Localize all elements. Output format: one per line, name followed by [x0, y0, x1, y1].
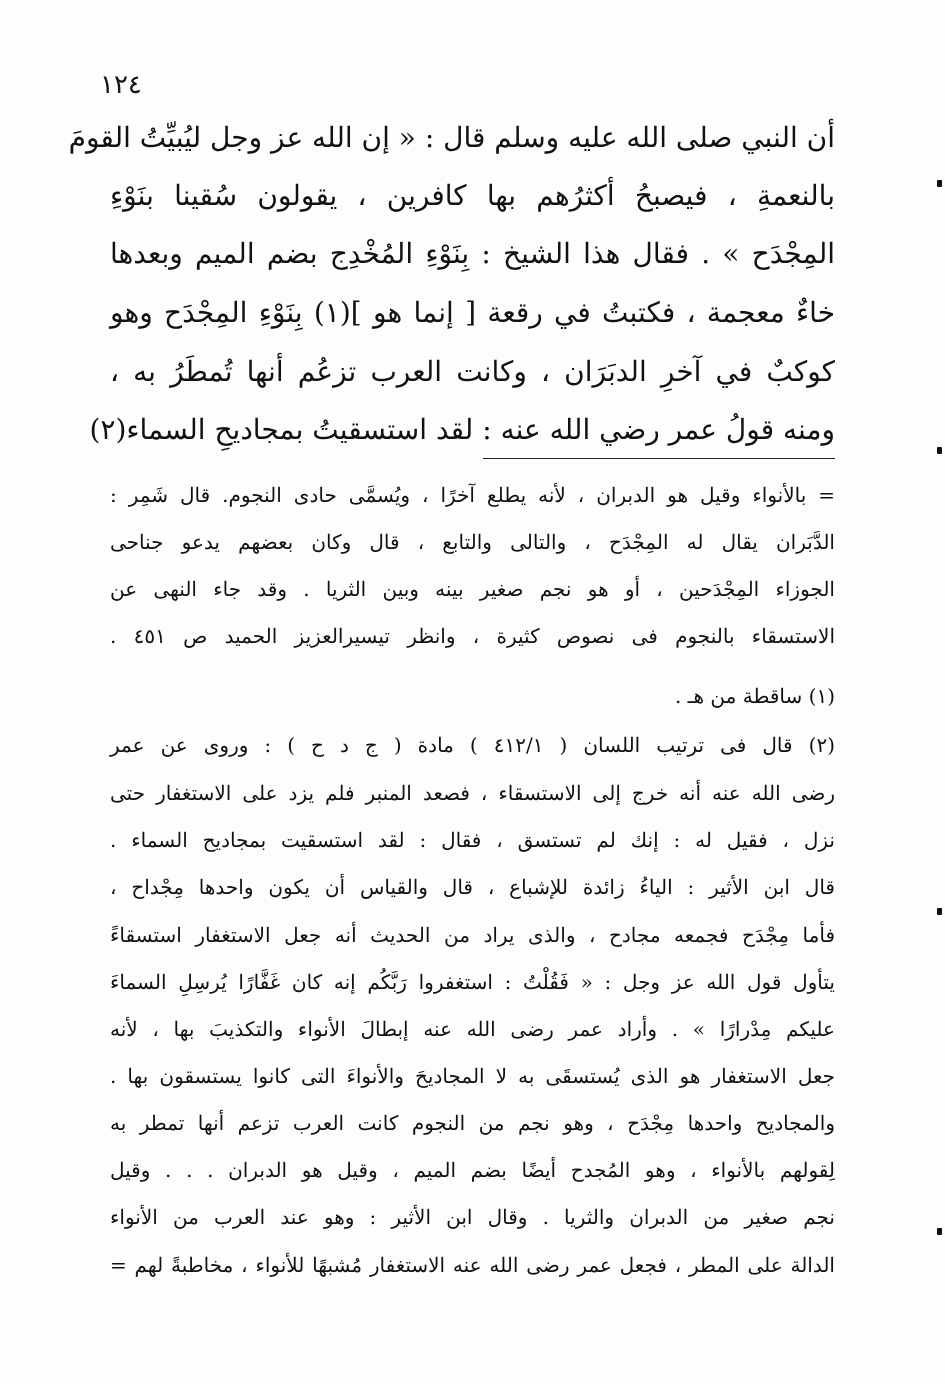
footnote-2-line: والمجاديح واحدها مِجْدَح ، وهو نجم من النجوم كانت العرب تزعم أنها تمطر به	[110, 1111, 835, 1135]
footnote-2-line: لِقولهم بالأنواء ، وهو المُجدح أيضًا بضم الميم ، وقيل هو الدبران . . . وقيل	[110, 1158, 835, 1182]
footnote-2-line: نجم صغير من الدبران والثريا . وقال ابن الأثير : وهو عند العرب من الأنواء	[110, 1205, 835, 1229]
main-text-line: كوكبٌ في آخرِ الدبَرَان ، وكانت العرب تزعُم أنها تُمطَرُ به ،	[110, 355, 835, 388]
page-number: ١٢٤	[100, 70, 142, 100]
scan-mark	[937, 908, 942, 915]
main-text-line: بالنعمةِ ، فيصبحُ أكثرُهم بها كافرين ، يقولون سُقينا بنَوْءِ	[110, 179, 835, 212]
footnote-2-line: جعل الاستغفار هو الذى يُستسقَى به لا المجاديحَ والأنواءَ التى كانوا يستسقون بها .	[110, 1064, 835, 1088]
footnote-2-line: قال ابن الأثير : الياءُ زائدة للإشباع ، قال والقياس أن يكون واحدها مِجْداح ،	[110, 875, 835, 899]
main-text-line: المِجْدَح » . فقال هذا الشيخ : بِنَوْءِ المُخْدِج بضم الميم وبعدها	[110, 237, 835, 270]
footnote-2-line: (٢) قال فى ترتيب اللسان ( ٤١٢/١ ) مادة ( ج د ح ) : وروى عن عمر	[110, 733, 835, 757]
main-text-line: خاءٌ معجمة ، فكتبتُ في رقعة [ إنما هو ](١) بِنَوْءِ المِجْدَح وهو	[110, 296, 836, 329]
main-text-line: أن النبي صلى الله عليه وسلم قال : « إن الله عز وجل ليُبيِّتُ القومَ	[68, 121, 835, 154]
footnote-continuation-line: الاستسقاء بالنجوم فى نصوص كثيرة ، وانظر تيسيرالعزيز الحميد ص ٤٥١ .	[110, 624, 836, 648]
footnote-2-line: عليكم مِدْرارًا » . وأراد عمر رضى الله عنه إبطالَ الأنواء والتكذيبَ بها ، لأنه	[110, 1017, 835, 1041]
footnote-2-line: رضى الله عنه أنه خرج إلى الاستسقاء ، فصعد المنبر فلم يزد على الاستغفار حتى	[110, 781, 835, 805]
footnote-continuation-line: الجوزاء المِجْدَحين ، أو هو نجم صغير بينه وبين الثريا . وقد جاء النهى عن	[110, 577, 835, 601]
footnote-2-line: فأما مِجْدَح فجمعه مجادح ، والذى يراد من الحديث أنه جعل الاستغفار استسقاءً	[110, 923, 835, 947]
footnote-2-line: الدالة على المطر ، فجعل عمر رضى الله عنه الاستغفار مُشبهًا للأنواء ، مخاطبةً لهم =	[110, 1253, 835, 1277]
scan-mark	[937, 180, 942, 187]
footnote-2-line: يتأول قول الله عز وجل : « فَقُلْتُ : استغفروا رَبَّكُم إنه كان غَفَّارًا يُرسِلِ السماءَ	[110, 970, 835, 994]
main-text-line: ومنه قولُ عمر رضي الله عنه : لقد استسقيتُ بمجاديحِ السماء(٢)	[89, 413, 835, 446]
footnote-2-line: نزل ، فقيل له : إنك لم تستسق ، فقال : لقد استسقيت بمجاديح السماء .	[110, 828, 835, 852]
footnote-continuation-line: الدَّبَران يقال له المِجْدَح ، والتالى والتابع ، قال وكان بعضهم يدعو جناحى	[110, 530, 835, 554]
scan-mark	[937, 1228, 942, 1235]
scan-mark	[937, 447, 942, 454]
footnote-continuation-line: = بالأنواء وقيل هو الدبران ، لأنه يطلع آخرًا ، ويُسمَّى حادى النجوم. قال شَمِر :	[110, 483, 835, 507]
footnote-separator	[483, 458, 835, 459]
footnote-1: (١) ساقطة من هـ .	[674, 684, 835, 708]
